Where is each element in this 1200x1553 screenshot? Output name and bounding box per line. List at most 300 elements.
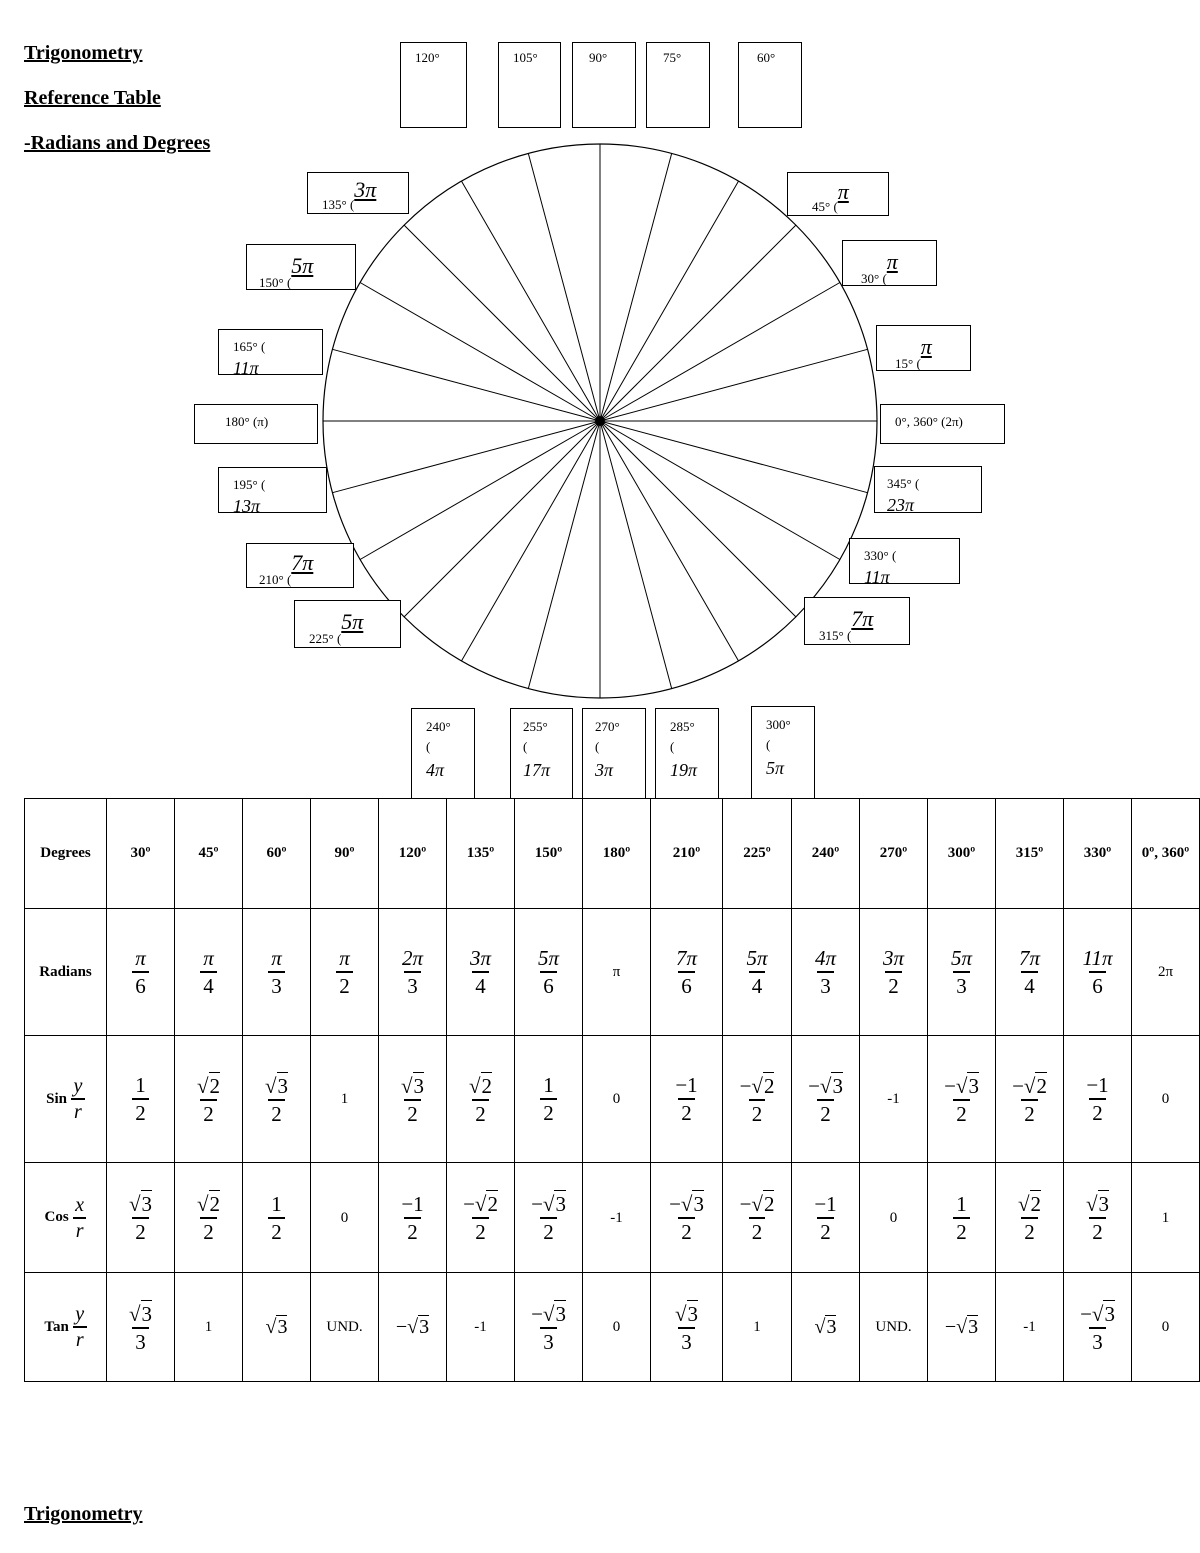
label-180-text: 180° (π): [225, 414, 269, 429]
radial-line-210: [360, 421, 600, 560]
radial-line-75: [600, 153, 672, 421]
radicand: 2: [1036, 1073, 1047, 1098]
denominator: 2: [1089, 1098, 1106, 1126]
label-285-rad: 19π: [670, 760, 698, 781]
denominator: 2: [404, 1217, 421, 1245]
degrees-cell: 150º: [515, 799, 583, 909]
numerator: √3: [128, 1301, 153, 1326]
numerator: 3π: [882, 946, 905, 970]
fraction: [538, 945, 559, 999]
denominator: 4: [1021, 971, 1038, 999]
numerator: 5π: [950, 946, 973, 970]
fraction: [469, 1072, 492, 1127]
radicand: 2: [209, 1073, 221, 1098]
fraction-cell: [107, 1273, 175, 1382]
label-315-rad: 7π: [851, 606, 874, 631]
fraction: [814, 1191, 836, 1245]
fraction: [470, 945, 491, 999]
radial-line-240: [462, 421, 601, 661]
numerator: 7π: [675, 946, 698, 970]
circle-center: [595, 416, 605, 426]
fraction-cell: [996, 1163, 1064, 1273]
fraction: [669, 1190, 704, 1245]
fraction: [463, 1190, 498, 1245]
denominator: 3: [953, 971, 970, 999]
degrees-cell: 135º: [447, 799, 515, 909]
value-text: -1: [610, 1209, 623, 1226]
fraction-cell: [447, 1036, 515, 1163]
label-315: [804, 597, 910, 645]
value-text: 0: [340, 1209, 349, 1226]
fraction: [197, 1072, 220, 1127]
value-cell: [860, 1273, 928, 1382]
numerator: −√3: [808, 1073, 843, 1098]
label-75: [646, 42, 710, 128]
label-255-rad: 17π: [523, 760, 551, 781]
row-cos: [25, 1163, 1200, 1273]
label-330-rad: 11π: [864, 567, 890, 584]
fraction: [129, 1190, 152, 1245]
radial-line-285: [600, 421, 672, 689]
trig-reference-table: [24, 798, 1200, 1382]
denominator: 2: [953, 1099, 970, 1127]
fraction-cell: [651, 1036, 723, 1163]
value-cell: [447, 1273, 515, 1382]
fraction-cell: [1064, 1273, 1132, 1382]
denominator: 2: [885, 971, 902, 999]
degrees-cell: 90º: [311, 799, 379, 909]
value-text: 1: [340, 1091, 349, 1107]
numerator: −1: [675, 1073, 698, 1097]
radicand: 3: [277, 1316, 288, 1338]
label-165: [218, 329, 323, 375]
fraction-cell: [792, 1036, 860, 1163]
value-cell: [723, 1273, 792, 1382]
radial-line-165: [332, 349, 600, 421]
value-cell: [1132, 1273, 1200, 1382]
denominator: 2: [472, 1099, 489, 1127]
label-135: [307, 172, 409, 214]
fraction: [1019, 945, 1040, 999]
denominator: 2: [268, 1217, 285, 1245]
denominator: 2: [678, 1217, 695, 1245]
denominator: 2: [132, 1217, 149, 1245]
radicand: 2: [481, 1073, 493, 1098]
fraction: [540, 1072, 557, 1126]
numerator: 1: [271, 1191, 282, 1216]
value-text: 0: [889, 1209, 898, 1226]
tan-ratio-num: y: [75, 1303, 85, 1325]
numerator: √2: [196, 1073, 221, 1098]
sin-ratio: [71, 1074, 85, 1124]
fraction-cell: [379, 909, 447, 1036]
label-285: [655, 708, 719, 799]
fraction-cell: [1064, 1163, 1132, 1273]
label-345-deg: 345° (: [887, 476, 920, 491]
label-300-paren: (: [766, 737, 771, 753]
degrees-cell: 270º: [860, 799, 928, 909]
label-270-rad: 3π: [595, 760, 614, 781]
fraction-cell: [311, 909, 379, 1036]
fraction: [531, 1190, 566, 1245]
radical-value: √3: [814, 1316, 837, 1338]
fraction: [129, 1300, 152, 1355]
fraction-cell: [928, 909, 996, 1036]
fraction-cell: [175, 909, 243, 1036]
numerator: −√2: [739, 1192, 775, 1216]
label-105-text: 105°: [513, 50, 538, 65]
value-cell: [1132, 909, 1200, 1036]
denominator: 3: [540, 1327, 557, 1355]
fraction: [200, 945, 217, 999]
fraction-cell: [175, 1163, 243, 1273]
fraction: [268, 1191, 285, 1245]
label-195-rad: 13π: [233, 496, 261, 513]
numerator: 11π: [1082, 946, 1113, 970]
degrees-cell: 60º: [243, 799, 311, 909]
value-cell: [583, 909, 651, 1036]
fraction: [401, 1072, 424, 1127]
radial-line-30: [600, 283, 840, 422]
fraction: [944, 1072, 979, 1127]
label-15-rad: π: [920, 334, 932, 359]
radial-line-15: [600, 349, 868, 421]
radial-line-255: [528, 421, 600, 689]
fraction-cell: [515, 1163, 583, 1273]
fraction-cell: [447, 909, 515, 1036]
numerator: −√3: [669, 1192, 704, 1216]
degrees-cell: 300º: [928, 799, 996, 909]
value-text: 0: [612, 1319, 621, 1335]
value-text: 0: [1161, 1091, 1170, 1107]
numerator: −√2: [463, 1192, 498, 1216]
label-60: [738, 42, 802, 128]
label-30: [842, 240, 937, 286]
radicand: 2: [487, 1192, 498, 1216]
radial-line-345: [600, 421, 868, 493]
numerator: √3: [674, 1301, 699, 1326]
label-165-rad: 11π: [233, 358, 259, 375]
value-text: π: [612, 964, 621, 980]
denominator: 2: [404, 1099, 421, 1127]
fraction-cell: [243, 1163, 311, 1273]
label-345: [874, 466, 982, 513]
row-tan: [25, 1273, 1200, 1382]
value-cell: [379, 1273, 447, 1382]
denominator: 6: [132, 971, 149, 999]
cos-ratio-den: r: [73, 1217, 87, 1243]
fraction-cell: [107, 909, 175, 1036]
label-255: [510, 708, 573, 799]
numerator: 3π: [469, 946, 492, 970]
label-240-paren: (: [426, 739, 431, 755]
value-text: 0: [1161, 1319, 1170, 1335]
numerator: −1: [814, 1191, 837, 1216]
fraction-cell: [996, 909, 1064, 1036]
row-degrees: [25, 799, 1200, 909]
fraction: [883, 945, 904, 999]
fraction: [1080, 1300, 1115, 1355]
fraction: [531, 1300, 566, 1355]
sin-label: Sin: [46, 1090, 68, 1107]
value-text: 0: [612, 1091, 621, 1107]
fraction-cell: [107, 1036, 175, 1163]
fraction-cell: [515, 909, 583, 1036]
denominator: 4: [472, 971, 489, 999]
value-cell: [996, 1273, 1064, 1382]
fraction: [132, 1072, 149, 1126]
radial-line-105: [528, 153, 600, 421]
fraction-cell: [651, 1273, 723, 1382]
degrees-cell: 45º: [175, 799, 243, 909]
fraction: [740, 1072, 775, 1127]
value-cell: [1132, 1036, 1200, 1163]
label-270: [582, 708, 646, 799]
label-315-deg: 315° (: [819, 628, 852, 643]
radicand: 3: [413, 1073, 425, 1098]
numerator: π: [135, 946, 146, 970]
degrees-cell: 225º: [723, 799, 792, 909]
radial-line-315: [600, 421, 796, 617]
row-label-sin: [25, 1036, 107, 1163]
label-45-deg: 45° (: [812, 199, 838, 214]
fraction: [132, 945, 149, 999]
value-cell: [1132, 1163, 1200, 1273]
radicand: 3: [555, 1301, 566, 1326]
fraction: [746, 945, 767, 999]
numerator: 4π: [814, 946, 837, 970]
value-text: -1: [474, 1319, 487, 1335]
fraction-cell: [723, 1163, 792, 1273]
degrees-cell: 0º, 360º: [1132, 799, 1200, 909]
numerator: π: [271, 946, 282, 970]
fraction-cell: [107, 1163, 175, 1273]
numerator: −√3: [1080, 1301, 1115, 1326]
fraction-cell: [379, 1036, 447, 1163]
label-195-deg: 195° (: [233, 477, 266, 492]
denominator: 4: [200, 971, 217, 999]
denominator: 2: [678, 1098, 695, 1126]
radicand: 2: [209, 1192, 221, 1216]
label-75-text: 75°: [663, 50, 682, 65]
degrees-cell: 180º: [583, 799, 651, 909]
label-285-deg: 285°: [670, 719, 695, 734]
numerator: 1: [956, 1191, 967, 1216]
fraction-cell: [515, 1273, 583, 1382]
label-135-deg: 135° (: [322, 197, 355, 212]
label-120: [400, 42, 467, 128]
radical-value: −√3: [395, 1316, 430, 1338]
label-225-deg: 225° (: [309, 631, 342, 646]
denominator: 2: [749, 1099, 766, 1127]
numerator: 1: [543, 1073, 554, 1097]
denominator: 2: [953, 1217, 970, 1245]
label-270-paren: (: [595, 739, 600, 755]
label-300-rad: 5π: [766, 758, 785, 779]
value-text: 1: [753, 1319, 761, 1335]
denominator: 6: [1089, 971, 1106, 999]
value-cell: [583, 1273, 651, 1382]
denominator: 3: [678, 1327, 695, 1355]
label-0-360: [880, 404, 1005, 444]
sin-ratio-num: y: [73, 1075, 83, 1097]
label-105: [498, 42, 561, 128]
value-text: UND.: [326, 1319, 363, 1335]
fraction: [676, 945, 697, 999]
radial-line-300: [600, 421, 739, 661]
numerator: −√2: [739, 1073, 775, 1098]
radical-value: √3: [265, 1316, 288, 1338]
tan-ratio-den: r: [73, 1326, 87, 1352]
fraction-cell: [792, 1163, 860, 1273]
radicand: 2: [1030, 1192, 1042, 1216]
fraction-cell: [996, 1036, 1064, 1163]
numerator: π: [203, 946, 214, 970]
fraction-cell: [379, 1163, 447, 1273]
label-150-deg: 150° (: [259, 275, 292, 290]
radial-line-195: [332, 421, 600, 493]
denominator: 3: [817, 971, 834, 999]
value-cell: [860, 1036, 928, 1163]
footer-title: Trigonometry: [24, 1503, 143, 1525]
radial-line-330: [600, 421, 840, 560]
radicand: 3: [555, 1192, 566, 1216]
fraction-cell: [723, 1036, 792, 1163]
value-cell: [311, 1273, 379, 1382]
title-trigonometry: Trigonometry: [24, 42, 143, 64]
label-150: [246, 244, 356, 290]
label-300: [751, 706, 815, 799]
cos-ratio: [73, 1193, 87, 1243]
label-195: [218, 467, 327, 513]
fraction: [808, 1072, 843, 1127]
denominator: 6: [540, 971, 557, 999]
label-225: [294, 600, 401, 648]
label-345-rad: 23π: [887, 495, 915, 513]
denominator: 2: [132, 1098, 149, 1126]
value-cell: [583, 1036, 651, 1163]
label-240: [411, 708, 475, 799]
label-15: [876, 325, 971, 371]
value-text: 2π: [1157, 964, 1174, 980]
value-cell: [175, 1273, 243, 1382]
radicand: 3: [419, 1316, 430, 1338]
denominator: 2: [200, 1099, 217, 1127]
radicand: 3: [826, 1316, 837, 1338]
fraction: [1012, 1072, 1047, 1127]
numerator: 7π: [1018, 946, 1041, 970]
denominator: 2: [200, 1217, 217, 1245]
radicand: 3: [693, 1192, 704, 1216]
value-text: -1: [1023, 1319, 1036, 1335]
denominator: 6: [678, 971, 695, 999]
radial-line-120: [462, 181, 601, 421]
denominator: 2: [336, 971, 353, 999]
numerator: −√3: [944, 1073, 979, 1098]
radicand: 3: [832, 1073, 843, 1098]
value-cell: [311, 1163, 379, 1273]
radial-line-135: [404, 225, 600, 421]
title-radians-degrees: -Radians and Degrees: [24, 132, 211, 154]
value-cell: [243, 1273, 311, 1382]
fraction: [197, 1190, 220, 1245]
radial-line-45: [600, 225, 796, 421]
fraction: [951, 945, 972, 999]
label-90: [572, 42, 636, 128]
label-240-deg: 240°: [426, 719, 451, 734]
numerator: 2π: [401, 946, 424, 970]
numerator: √3: [264, 1073, 289, 1098]
label-255-paren: (: [523, 739, 528, 755]
fraction-cell: [860, 909, 928, 1036]
denominator: 2: [817, 1099, 834, 1127]
value-cell: [928, 1273, 996, 1382]
radicand: 3: [1104, 1301, 1115, 1326]
fraction: [740, 1190, 775, 1245]
fraction: [815, 945, 836, 999]
value-cell: [583, 1163, 651, 1273]
label-60-text: 60°: [757, 50, 776, 65]
numerator: √2: [1017, 1192, 1042, 1216]
row-label-radians: Radians: [25, 909, 107, 1036]
fraction-cell: [243, 909, 311, 1036]
degrees-cell: 120º: [379, 799, 447, 909]
label-0-360-text: 0°, 360° (2π): [895, 414, 963, 429]
degrees-cell: 30º: [107, 799, 175, 909]
row-radians: [25, 909, 1200, 1036]
fraction-cell: [175, 1036, 243, 1163]
value-text: 1: [204, 1319, 213, 1335]
radicand: 3: [141, 1192, 153, 1216]
degrees-cell: 240º: [792, 799, 860, 909]
fraction-cell: [928, 1163, 996, 1273]
denominator: 3: [1089, 1327, 1106, 1355]
label-45-rad: π: [837, 179, 849, 204]
fraction: [1086, 1072, 1108, 1126]
row-label-cos: [25, 1163, 107, 1273]
numerator: −√3: [531, 1192, 566, 1216]
numerator: √3: [1085, 1192, 1110, 1216]
denominator: 2: [1021, 1217, 1038, 1245]
fraction-cell: [1064, 909, 1132, 1036]
label-180: [194, 404, 318, 444]
numerator: √2: [468, 1073, 493, 1098]
tan-ratio: [73, 1302, 87, 1352]
fraction: [1083, 945, 1113, 999]
denominator: 2: [1021, 1099, 1038, 1127]
fraction: [953, 1191, 970, 1245]
fraction: [1018, 1190, 1041, 1245]
radicand: 3: [687, 1301, 699, 1326]
label-45: [787, 172, 889, 216]
denominator: 3: [404, 971, 421, 999]
fraction: [336, 945, 353, 999]
degrees-cell: 330º: [1064, 799, 1132, 909]
denominator: 2: [540, 1098, 557, 1126]
numerator: 5π: [746, 946, 768, 970]
fraction: [1086, 1190, 1109, 1245]
label-165-deg: 165° (: [233, 339, 266, 354]
radial-line-225: [404, 421, 600, 617]
label-150-rad: 5π: [291, 253, 314, 278]
fraction: [268, 945, 285, 999]
numerator: √2: [196, 1192, 221, 1216]
radicand: 3: [277, 1073, 289, 1098]
label-210-rad: 7π: [291, 550, 314, 575]
numerator: −1: [401, 1191, 424, 1216]
denominator: 2: [1089, 1217, 1106, 1245]
radicand: 3: [968, 1316, 979, 1338]
